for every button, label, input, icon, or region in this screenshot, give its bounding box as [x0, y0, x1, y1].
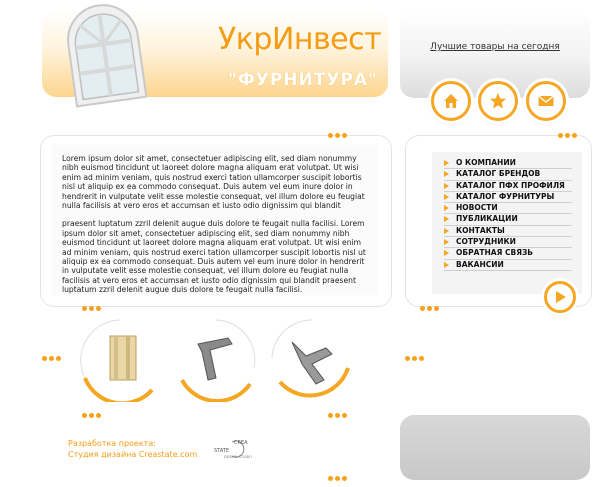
dots-decoration — [328, 476, 348, 481]
play-button[interactable] — [544, 281, 576, 313]
arrow-icon — [444, 239, 449, 245]
mail-icon — [537, 92, 555, 110]
best-products-link[interactable]: Лучшие товары на сегодня — [430, 42, 560, 52]
contact-button[interactable] — [526, 81, 566, 121]
nav-item-vacancies[interactable]: ВАКАНСИИ — [444, 260, 572, 271]
arrow-icon — [444, 194, 449, 200]
nav-item-publications[interactable]: ПУБЛИКАЦИИ — [444, 214, 572, 225]
dots-decoration — [82, 413, 102, 418]
developer-credit[interactable]: Разработка проекта: Студия дизайна Creastate.com — [68, 439, 198, 459]
dots-decoration — [420, 306, 440, 311]
svg-text:DESIGN STUDIO: DESIGN STUDIO — [224, 455, 253, 459]
arrow-icon — [444, 262, 449, 268]
nav-item-staff[interactable]: СОТРУДНИКИ — [444, 237, 572, 248]
dots-decoration — [328, 413, 348, 418]
home-icon — [442, 92, 460, 110]
window-image — [50, 0, 160, 108]
arrow-icon — [444, 205, 449, 211]
home-button[interactable] — [431, 81, 471, 121]
studio-logo — [210, 434, 266, 460]
footer-gray-panel — [400, 415, 590, 480]
arrow-icon — [444, 228, 449, 234]
content-paragraph: Lorem ipsum dolor sit amet, consectetuer adipiscing elit, sed diam nonummy nibh euismod tincidunt ut laoreet dolore magna aliquam erat volutpat. Ut wisi enim ad minim veniam, quis nostrud exerci tation ullamcorper suscipit lobortis nisl ut aliquip ex ea commodo consequat. Duis autem vel eum inure dolor in hendrerit in vulputate velit esse molestie consequat, vel illum dolore eu feugiat nulla facilisis at vero eros et accumsan et iusto odio dignissim qui blandit — [62, 154, 365, 211]
nav-item-feedback[interactable]: ОБРАТНАЯ СВЯЗЬ — [444, 248, 572, 259]
main-content — [52, 145, 377, 295]
site-title: УкрИнвест — [218, 22, 382, 57]
nav-item-pvc-catalog[interactable]: КАТАЛОГ ПФХ ПРОФИЛЯ — [444, 181, 572, 192]
star-icon — [489, 92, 507, 110]
nav-item-contacts[interactable]: КОНТАКТЫ — [444, 226, 572, 237]
arrow-icon — [444, 160, 449, 166]
product-handle-1[interactable] — [182, 320, 255, 401]
svg-text:CREA: CREA — [234, 440, 248, 446]
nav-item-about[interactable]: О КОМПАНИИ — [444, 158, 572, 169]
dots-decoration — [328, 133, 348, 138]
main-navigation — [432, 152, 582, 294]
product-handle-2[interactable] — [272, 320, 348, 396]
arrow-icon — [444, 183, 449, 189]
product-gallery — [80, 318, 350, 402]
dots-decoration — [405, 356, 425, 361]
dots-decoration — [82, 306, 102, 311]
site-subtitle: "ФУРНИТУРА" — [228, 70, 378, 90]
arrow-icon — [444, 171, 449, 177]
arrow-icon — [444, 216, 449, 222]
nav-item-hardware-catalog[interactable]: КАТАЛОГ ФУРНИТУРЫ — [444, 192, 572, 203]
arrow-icon — [444, 250, 449, 256]
content-paragraph: praesent luptatum zzril delenit augue duis dolore te feugait nulla facilisi. Lorem ipsum dolor sit amet, consectetuer adipiscing elit, sed diam nonummy nibh euismod tincidunt ut laoreet dolore magna aliquam erat volutpat. Ut wisi enim ad minim veniam, quis nostrud exerci tation ullamcorper suscipit lobortis nisl ut aliquip ex ea commodo consequat. Duis autem vel eum inure dolor in hendrerit in vulputate velit esse molestie consequat, vel illum dolore eu feugiat nulla facilisis at vero eros et accumsan et iusto odio dignissim qui blandit praesent luptatum zzril delenit augue duis dolore te feugait nulla facilisi. — [62, 219, 366, 295]
favorites-button[interactable] — [478, 81, 518, 121]
svg-text:STATE: STATE — [214, 448, 230, 454]
dots-decoration — [558, 133, 578, 138]
product-profile[interactable] — [81, 320, 152, 402]
nav-item-brands[interactable]: КАТАЛОГ БРЕНДОВ — [444, 169, 572, 180]
dots-decoration — [42, 356, 62, 361]
play-icon — [553, 290, 567, 304]
nav-item-news[interactable]: НОВОСТИ — [444, 203, 572, 214]
